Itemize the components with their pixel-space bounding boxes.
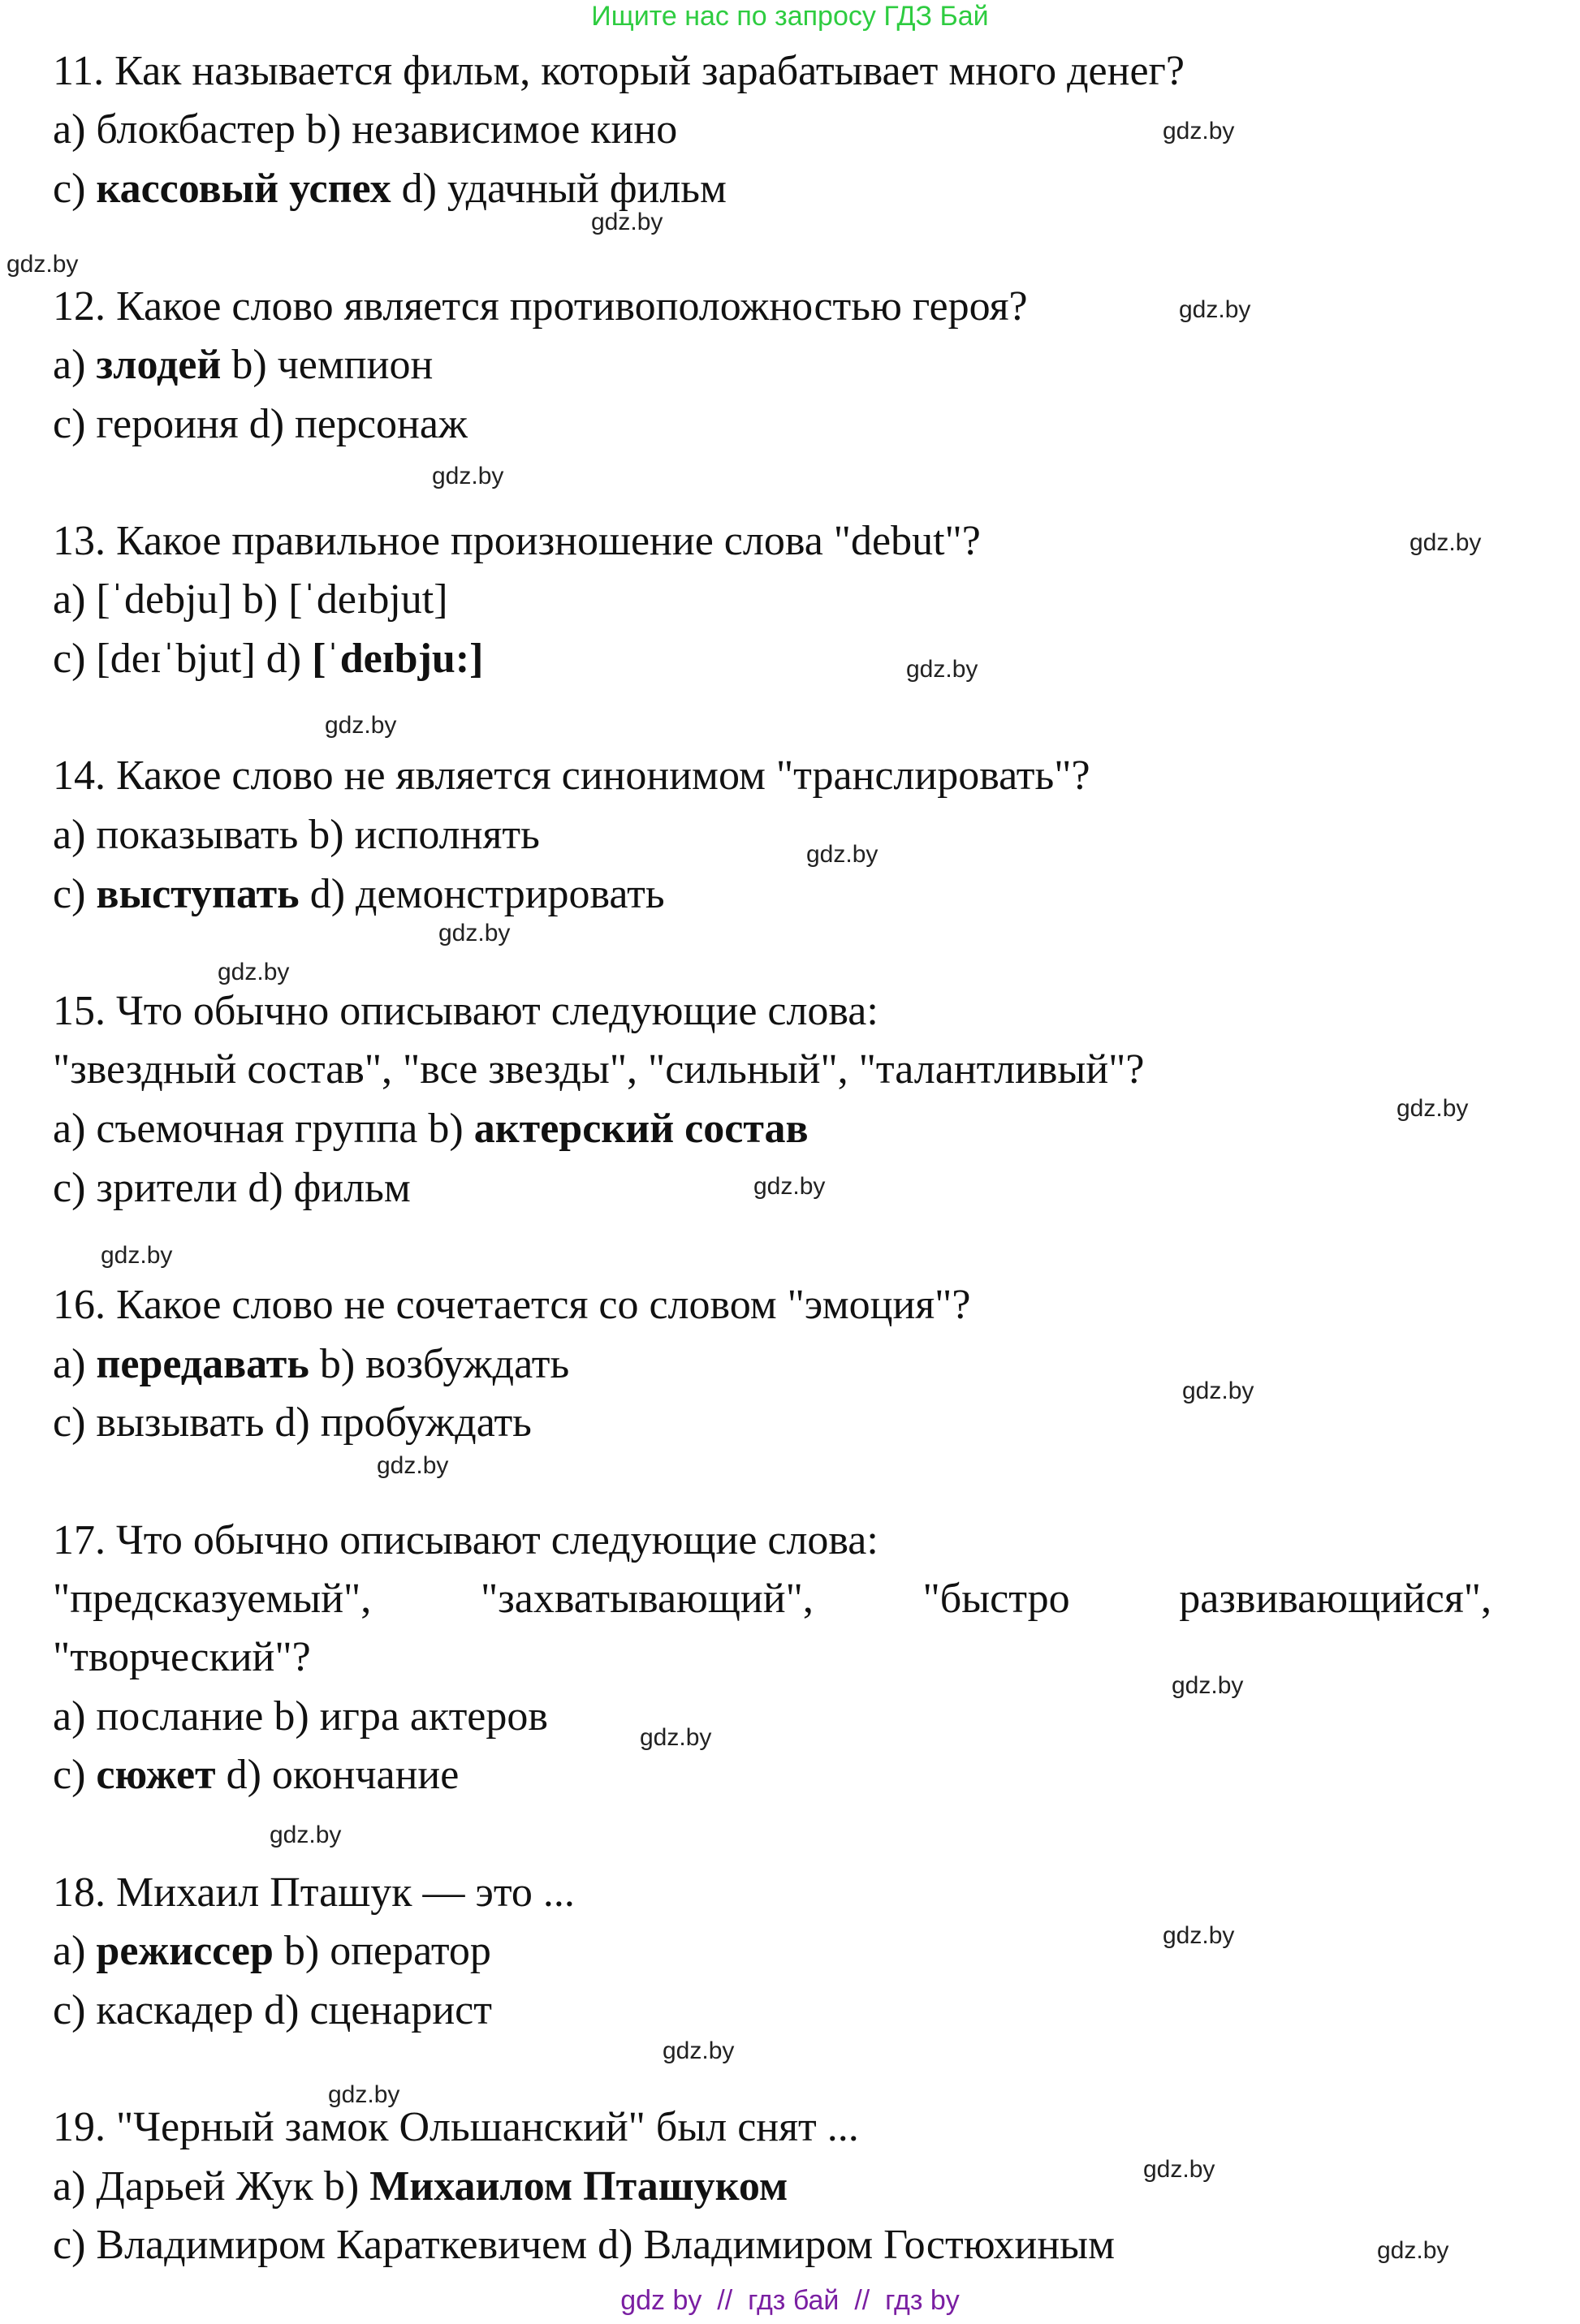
watermark: gdz.by (591, 209, 663, 235)
question-12-options-cd: c) героиня d) персонаж (53, 401, 468, 447)
question-14-options-ab: a) показывать b) исполнять (53, 812, 540, 858)
watermark: gdz.by (325, 712, 397, 739)
question-11-options-ab: a) блокбастер b) независимое кино (53, 106, 678, 153)
watermark: gdz.by (6, 251, 79, 278)
answer-highlight: сюжет (96, 1752, 216, 1798)
question-13: 13. Какое правильное произношение слова "debut"? (53, 518, 981, 564)
question-11-options-cd: c) кассовый успех d) удачный фильм (53, 166, 727, 212)
watermark: gdz.by (218, 959, 290, 985)
watermark: gdz.by (1409, 529, 1482, 556)
question-14-options-cd: c) выступать d) демонстрировать (53, 871, 665, 917)
watermark: gdz.by (1143, 2156, 1215, 2183)
watermark: gdz.by (438, 920, 511, 946)
question-13-options-ab: a) [ˈdebju] b) [ˈdeɪbjut] (53, 576, 448, 623)
watermark: gdz.by (377, 1452, 449, 1479)
watermark: gdz.by (663, 2037, 735, 2064)
question-19: 19. "Черный замок Ольшанский" был снят ... (53, 2104, 859, 2150)
question-16-options-ab: a) передавать b) возбуждать (53, 1341, 570, 1387)
watermark: gdz.by (1377, 2237, 1449, 2264)
search-hint-banner: Ищите нас по запросу ГДЗ Бай (591, 1, 989, 32)
watermark: gdz.by (1397, 1095, 1469, 1122)
watermark: gdz.by (753, 1173, 826, 1200)
watermark: gdz.by (432, 463, 504, 489)
question-15-line-2: "звездный состав", "все звезды", "сильный", "талантливый"? (53, 1046, 1145, 1093)
question-18-options-ab: a) режиссер b) оператор (53, 1928, 491, 1974)
question-19-options-ab: a) Дарьей Жук b) Михаилом Пташуком (53, 2163, 788, 2210)
word: "предсказуемый", (53, 1576, 372, 1622)
answer-highlight: актерский состав (473, 1106, 809, 1152)
watermark: gdz.by (1172, 1672, 1244, 1699)
answer-highlight: режиссер (96, 1928, 274, 1974)
answer-highlight: злодей (96, 342, 222, 388)
watermark: gdz.by (101, 1242, 173, 1269)
question-17-line-3: "творческий"? (53, 1634, 311, 1680)
watermark: gdz.by (1163, 1922, 1235, 1949)
watermark: gdz.by (328, 2081, 400, 2108)
question-19-options-cd: c) Владимиром Караткевичем d) Владимиром Гостюхиным (53, 2222, 1116, 2268)
question-16-options-cd: c) вызывать d) пробуждать (53, 1399, 532, 1446)
question-14: 14. Какое слово не является синонимом "транслировать"? (53, 752, 1090, 799)
question-12: 12. Какое слово является противоположностью героя? (53, 283, 1028, 330)
word: "быстро (922, 1576, 1070, 1622)
word: развивающийся", (1179, 1576, 1492, 1622)
watermark: gdz.by (1163, 118, 1235, 144)
question-12-options-ab: a) злодей b) чемпион (53, 342, 434, 388)
question-11: 11. Как называется фильм, который зарабатывает много денег? (53, 48, 1185, 94)
footer-links[interactable]: gdz by // гдз бай // гдз by (620, 2285, 960, 2316)
word: "захватывающий", (480, 1576, 814, 1622)
answer-highlight: кассовый успех (96, 166, 391, 212)
watermark: gdz.by (906, 656, 978, 683)
question-15-options-ab: a) съемочная группа b) актерский состав (53, 1106, 809, 1152)
question-18-options-cd: c) каскадер d) сценарист (53, 1987, 492, 2033)
question-17-options-ab: a) послание b) игра актеров (53, 1693, 548, 1740)
watermark: gdz.by (806, 841, 878, 868)
answer-highlight: [ˈdeɪbju:] (312, 636, 484, 682)
watermark: gdz.by (640, 1724, 712, 1751)
question-16: 16. Какое слово не сочетается со словом "эмоция"? (53, 1282, 971, 1328)
watermark: gdz.by (1179, 296, 1251, 323)
answer-highlight: выступать (96, 871, 300, 917)
watermark: gdz.by (1182, 1378, 1254, 1404)
answer-highlight: Михаилом Пташуком (369, 2163, 788, 2210)
question-17-line-2 (53, 1575, 1492, 1623)
question-17: 17. Что обычно описывают следующие слова: (53, 1517, 878, 1563)
question-17-options-cd: c) сюжет d) окончание (53, 1752, 460, 1798)
question-15: 15. Что обычно описывают следующие слова: (53, 988, 878, 1034)
question-15-options-cd: c) зрители d) фильм (53, 1165, 411, 1211)
answer-highlight: передавать (96, 1341, 309, 1387)
question-18: 18. Михаил Пташук — это ... (53, 1869, 575, 1916)
watermark: gdz.by (270, 1822, 342, 1848)
question-13-options-cd: c) [deɪˈbjut] d) [ˈdeɪbju:] (53, 636, 484, 682)
